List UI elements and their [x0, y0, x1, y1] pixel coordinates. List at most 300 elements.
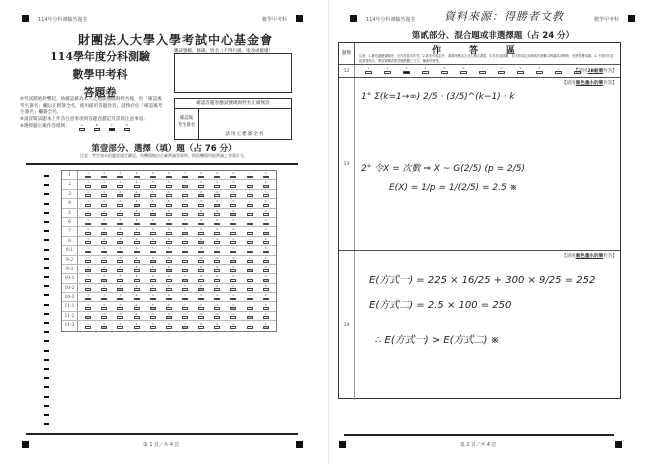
answer-bubble[interactable]: 5 [150, 181, 156, 187]
answer-bubble[interactable]: 4 [134, 323, 140, 329]
answer-bubble[interactable]: ± [263, 304, 269, 310]
answer-bubble[interactable]: 9 [214, 313, 220, 319]
answer-bubble[interactable]: 9 [214, 257, 220, 263]
answer-bubble[interactable]: 0 [230, 266, 236, 272]
answer-bubble[interactable]: 3 [117, 181, 123, 187]
answer-bubble[interactable]: 5 [150, 323, 156, 329]
sheet-title: 答題卷 [83, 86, 117, 99]
answer-bubble[interactable]: 9 [214, 200, 220, 206]
registration-mark [339, 441, 346, 448]
timing-mark [44, 184, 49, 186]
answer-bubble[interactable]: 0 [230, 285, 236, 291]
answer-bubble[interactable]: 2 [101, 219, 107, 225]
answer-bubble[interactable]: ± [263, 257, 269, 263]
option-bubbles [78, 274, 276, 282]
answer-bubble[interactable]: ± [263, 294, 269, 300]
answer-bubble[interactable]: 3 [117, 228, 123, 234]
answer-bubble[interactable]: 9 [214, 294, 220, 300]
answer-bubble[interactable]: 9 [214, 304, 220, 310]
answer-bubble[interactable]: 6 [166, 294, 172, 300]
example-bubble-filled: C [109, 124, 115, 131]
answer-bubble[interactable]: 8 [498, 67, 505, 74]
answer-bubble[interactable]: 9 [214, 172, 220, 178]
answer-bubble[interactable]: 2 [101, 181, 107, 187]
answer-bubble[interactable]: 7 [182, 247, 188, 253]
answer-bubble[interactable]: 9 [214, 181, 220, 187]
answer-bubble[interactable]: 7 [182, 285, 188, 291]
answer-bubble[interactable]: 1 [85, 247, 91, 253]
answer-row [62, 180, 276, 189]
answer-bubble[interactable]: 2 [101, 191, 107, 197]
answer-bubble[interactable]: 7 [479, 67, 486, 74]
answer-bubble[interactable]: 3 [117, 275, 123, 281]
answer-bubble[interactable]: 1 [85, 238, 91, 244]
signature-field[interactable]: 請用正楷簽全名 [225, 132, 265, 137]
answer-bubble[interactable]: 1 [85, 219, 91, 225]
answer-row [62, 246, 276, 255]
answer-area-table [338, 42, 621, 399]
answer-area-title: 作答區 [431, 46, 543, 56]
answer-bubble[interactable]: 5 [150, 219, 156, 225]
answer-bubble[interactable]: 4 [134, 266, 140, 272]
answer-bubble[interactable]: 1 [85, 313, 91, 319]
example-bubble: B [94, 124, 100, 131]
answer-bubble[interactable]: 7 [182, 172, 188, 178]
question-number: 1 [62, 171, 78, 179]
answer-bubble[interactable]: 2 [101, 323, 107, 329]
answer-bubble[interactable]: 3 [117, 257, 123, 263]
answer-row [62, 171, 276, 180]
answer-bubble[interactable]: ± [263, 238, 269, 244]
answer-bubble[interactable]: 0 [230, 304, 236, 310]
signature-label: 確認後 考生簽名 [175, 109, 199, 139]
option-bubbles [78, 180, 276, 188]
question-column-header: 題號 [339, 43, 355, 65]
timing-mark [44, 276, 49, 278]
answer-bubble[interactable]: − [247, 313, 253, 319]
answer-bubble[interactable]: ± [263, 210, 269, 216]
question-number: 7 [62, 227, 78, 235]
answer-bubble[interactable]: 6 [166, 238, 172, 244]
answer-row [62, 190, 276, 199]
option-bubbles [78, 284, 276, 292]
question-row-12 [339, 65, 620, 78]
answer-bubble[interactable]: 9 [214, 219, 220, 225]
answer-bubble[interactable]: 1 [85, 304, 91, 310]
answer-bubble[interactable]: 8 [198, 266, 204, 272]
answer-bubble[interactable]: 7 [182, 294, 188, 300]
answer-bubble[interactable]: 3 [117, 200, 123, 206]
answer-bubble[interactable]: 0 [230, 210, 236, 216]
answer-bubble[interactable]: 9 [214, 238, 220, 244]
answer-bubble[interactable]: 5 [150, 228, 156, 234]
page-header-left: 114年分科測驗答題卷 [38, 17, 88, 23]
answer-bubble[interactable]: ± [263, 323, 269, 329]
answer-bubble[interactable]: 7 [182, 238, 188, 244]
answer-bubble[interactable]: 6 [166, 266, 172, 272]
answer-bubble[interactable]: 2 [101, 238, 107, 244]
answer-bubble[interactable]: 4 [134, 181, 140, 187]
answer-bubble[interactable]: 8 [198, 275, 204, 281]
answer-bubble[interactable]: 0 [230, 172, 236, 178]
answer-bubble[interactable]: ± [574, 67, 581, 74]
answer-bubble[interactable]: 5 [150, 285, 156, 291]
handwritten-answer-line: ∴ E(方式一) > E(方式二) ※ [375, 335, 500, 346]
answer-bubble[interactable]: 5 [150, 191, 156, 197]
answer-bubble[interactable]: 9 [517, 67, 524, 74]
answer-bubble[interactable]: 8 [198, 200, 204, 206]
answer-bubble[interactable]: 9 [214, 247, 220, 253]
answer-bubble[interactable]: 9 [214, 228, 220, 234]
answer-bubble[interactable]: 1 [85, 200, 91, 206]
page-header-left: 114年分科測驗答題卷 [366, 17, 416, 23]
answer-bubble[interactable]: 4 [134, 285, 140, 291]
answer-bubble[interactable]: ± [263, 247, 269, 253]
answer-bubble[interactable]: ± [263, 181, 269, 187]
answer-bubble[interactable]: 7 [182, 304, 188, 310]
answer-bubble[interactable]: 5 [150, 294, 156, 300]
answer-bubble[interactable]: 2 [101, 294, 107, 300]
answer-bubble[interactable]: 2 [101, 210, 107, 216]
answer-row [62, 209, 276, 218]
answer-bubble[interactable]: 5 [150, 238, 156, 244]
answer-bubble[interactable]: ± [263, 219, 269, 225]
question-row-14 [339, 251, 620, 400]
answer-row [62, 256, 276, 265]
answer-bubble[interactable]: − [247, 219, 253, 225]
answer-bubble[interactable]: 8 [198, 181, 204, 187]
answer-bubble[interactable]: 0 [230, 313, 236, 319]
timing-mark [44, 212, 49, 214]
answer-bubble[interactable]: 6 [460, 67, 467, 74]
instruction-item: ※選擇題正確作答樣例： [20, 124, 70, 129]
answer-bubble[interactable]: 4 [134, 247, 140, 253]
answer-bubble[interactable]: 8 [198, 247, 204, 253]
answer-bubble[interactable]: 3 [117, 247, 123, 253]
example-bubble: D [124, 124, 130, 131]
answer-bubble[interactable]: 3 [117, 323, 123, 329]
answer-bubble[interactable]: 4 [134, 172, 140, 178]
answer-bubble[interactable]: 3 [117, 294, 123, 300]
answer-bubble[interactable]: 6 [166, 200, 172, 206]
answer-bubble[interactable]: 9 [214, 275, 220, 281]
answer-bubble[interactable]: 5 [441, 67, 448, 74]
answer-bubble[interactable]: 1 [365, 67, 372, 74]
answer-bubble[interactable]: 5 [150, 257, 156, 263]
instructions [20, 97, 165, 131]
answer-bubble[interactable]: ± [263, 191, 269, 197]
answer-bubble[interactable]: 7 [182, 266, 188, 272]
answer-bubble[interactable]: − [247, 304, 253, 310]
answer-bubble[interactable]: 2 [384, 67, 391, 74]
registration-mark [350, 15, 357, 22]
answer-bubble[interactable]: 1 [85, 191, 91, 197]
answer-bubble[interactable]: 6 [166, 210, 172, 216]
timing-marks [44, 175, 49, 432]
answer-bubble[interactable]: 2 [101, 172, 107, 178]
answer-bubble[interactable]: 6 [166, 228, 172, 234]
answer-bubble[interactable]: 1 [85, 172, 91, 178]
answer-bubble[interactable]: 9 [214, 323, 220, 329]
answer-bubble[interactable]: 5 [150, 172, 156, 178]
answer-bubble[interactable]: ± [263, 200, 269, 206]
answer-bubble[interactable]: ± [263, 266, 269, 272]
answer-bubble[interactable]: 1 [85, 181, 91, 187]
answer-bubble[interactable]: 8 [198, 294, 204, 300]
answer-bubble[interactable]: 6 [166, 285, 172, 291]
answer-bubble[interactable]: 9 [214, 210, 220, 216]
answer-bubble[interactable]: − [247, 172, 253, 178]
option-bubbles [78, 312, 276, 320]
answer-bubble[interactable]: 2 [101, 247, 107, 253]
answer-row [62, 218, 276, 227]
answer-bubble[interactable]: ± [263, 285, 269, 291]
answer-bubble[interactable]: 6 [166, 304, 172, 310]
answer-bubble[interactable]: 0 [230, 191, 236, 197]
answer-bubble[interactable]: 0 [230, 294, 236, 300]
answer-row [62, 302, 276, 311]
question-number: 6 [62, 218, 78, 226]
answer-bubble[interactable]: 4 [134, 219, 140, 225]
answer-bubble[interactable]: 4 [134, 191, 140, 197]
timing-mark [44, 414, 49, 416]
answer-bubble[interactable]: − [247, 266, 253, 272]
answer-bubble[interactable]: 2 [101, 285, 107, 291]
handwritten-answer-line: 1° Σ(k=1→∞) 2/5 · (3/5)^(k−1) · k [361, 92, 515, 102]
answer-bubble[interactable]: 8 [198, 313, 204, 319]
answer-bubble[interactable]: − [247, 210, 253, 216]
answer-area-note: 注意：1.應依據題號順序，於作答區內作答。2.除非有規定外，書寫時應由左至右橫式書寫。3.作答須清晰，若未依規定而導致答案難以辨識或評閱時，恐將影響成績。4.不得於作答區書寫姓名、應試號碼或與答題無關之文字、圖案符號等。 [359, 54, 614, 63]
answer-bubble[interactable]: 3 [117, 304, 123, 310]
answer-bubble[interactable]: 0 [230, 219, 236, 225]
answer-bubble[interactable]: − [247, 257, 253, 263]
answer-bubble[interactable]: 8 [198, 219, 204, 225]
answer-bubble[interactable]: 4 [134, 257, 140, 263]
answer-bubble[interactable]: 7 [182, 323, 188, 329]
answer-bubble[interactable]: − [247, 181, 253, 187]
answer-bubble[interactable]: 6 [166, 219, 172, 225]
timing-mark [44, 203, 49, 205]
answer-bubble[interactable]: 2 [101, 257, 107, 263]
answer-bubble[interactable]: ± [263, 313, 269, 319]
answer-bubble[interactable]: 4 [134, 313, 140, 319]
answer-row [62, 321, 276, 330]
answer-table-header [339, 43, 620, 65]
answer-bubble[interactable]: 7 [182, 257, 188, 263]
question-number: 3 [62, 190, 78, 198]
option-bubbles [78, 227, 276, 235]
option-bubbles [78, 246, 276, 254]
answer-bubble[interactable]: 5 [150, 266, 156, 272]
option-bubbles [78, 199, 276, 207]
answer-bubble[interactable]: − [247, 200, 253, 206]
answer-bubble[interactable]: 6 [166, 313, 172, 319]
answer-bubble[interactable]: 1 [85, 266, 91, 272]
timing-mark [44, 359, 49, 361]
answer-bubble[interactable]: 7 [182, 219, 188, 225]
timing-mark [44, 193, 49, 195]
answer-bubble[interactable]: 1 [85, 285, 91, 291]
answer-bubble[interactable]: 7 [182, 210, 188, 216]
answer-bubble[interactable]: − [247, 228, 253, 234]
answer-bubble[interactable]: 6 [166, 323, 172, 329]
answer-bubble[interactable]: 3 [117, 266, 123, 272]
answer-bubble[interactable]: 6 [166, 257, 172, 263]
registration-mark [615, 441, 622, 448]
answer-bubble[interactable]: 1 [85, 323, 91, 329]
answer-bubble[interactable]: 6 [166, 191, 172, 197]
answer-bubble[interactable]: 1 [85, 210, 91, 216]
timing-mark [44, 175, 49, 177]
answer-bubble[interactable]: 2 [101, 304, 107, 310]
answer-bubble[interactable]: 6 [166, 181, 172, 187]
answer-bubble[interactable]: 4 [134, 294, 140, 300]
answer-bubble[interactable]: 6 [166, 247, 172, 253]
answer-bubble[interactable]: 5 [150, 200, 156, 206]
answer-bubble[interactable]: 0 [230, 200, 236, 206]
question-number: 4 [62, 199, 78, 207]
question-number: 10-2 [62, 284, 78, 292]
timing-mark [44, 249, 49, 251]
timing-mark [44, 304, 49, 306]
answer-bubble[interactable]: 9 [214, 191, 220, 197]
answer-bubble[interactable]: 7 [182, 200, 188, 206]
answer-bubble[interactable]: ± [263, 275, 269, 281]
answer-bubble[interactable]: 8 [198, 172, 204, 178]
answer-bubble[interactable]: 0 [230, 238, 236, 244]
registration-mark [628, 15, 635, 22]
answer-bubble[interactable]: − [247, 275, 253, 281]
answer-row [62, 293, 276, 302]
answer-bubble[interactable]: − [247, 238, 253, 244]
timing-mark [44, 258, 49, 260]
option-bubbles [78, 237, 276, 245]
handwritten-answer-line: 2° 令X = 次數 ⇒ X ~ G(2/5) (p = 2/5) [361, 164, 526, 174]
question-number: 12 [339, 65, 355, 77]
answer-bubble[interactable]: 5 [150, 210, 156, 216]
pen-instruction: 【請用黑色墨水的筆作答】 [561, 81, 617, 86]
answer-bubble[interactable]: 3 [117, 285, 123, 291]
answer-bubble[interactable]: 1 [85, 275, 91, 281]
option-bubbles [78, 293, 276, 301]
answer-bubble[interactable]: − [247, 285, 253, 291]
answer-bubble[interactable]: 2 [101, 313, 107, 319]
answer-bubble[interactable]: 3 [117, 238, 123, 244]
question-number: 9-3 [62, 265, 78, 273]
answer-bubble[interactable]: 7 [182, 228, 188, 234]
answer-bubble[interactable]: 3 [117, 210, 123, 216]
answer-bubble[interactable]: 0 [230, 323, 236, 329]
answer-bubble[interactable]: − [247, 247, 253, 253]
answer-bubble[interactable]: 1 [85, 228, 91, 234]
answer-bubble[interactable]: 0 [230, 228, 236, 234]
option-bubbles [78, 218, 276, 226]
answer-bubble[interactable]: 3 [117, 219, 123, 225]
answer-bubble[interactable]: 2 [101, 275, 107, 281]
answer-bubble[interactable]: 8 [198, 304, 204, 310]
answer-bubble[interactable]: 0 [230, 275, 236, 281]
answer-bubble[interactable]: 0 [230, 181, 236, 187]
answer-bubble[interactable]: 5 [150, 275, 156, 281]
answer-bubble[interactable]: 9 [214, 266, 220, 272]
answer-bubble[interactable]: 3 [117, 172, 123, 178]
answer-bubble[interactable]: 4 [422, 67, 429, 74]
answer-row [62, 312, 276, 321]
handwritten-answer-line: E(X) = 1/p = 1/(2/5) = 2.5 ※ [389, 183, 518, 193]
answer-bubble[interactable]: − [555, 67, 562, 74]
answer-bubble[interactable]: 8 [198, 285, 204, 291]
answer-bubble[interactable]: 1 [85, 257, 91, 263]
timing-mark [44, 396, 49, 398]
answer-row [62, 265, 276, 274]
answer-bubble[interactable]: 9 [214, 285, 220, 291]
question-number: 2 [62, 180, 78, 188]
option-bubbles [78, 321, 276, 330]
question-number: 13 [339, 78, 355, 250]
handwritten-answer-line: E(方式一) = 225 × 16/25 + 300 × 9/25 = 252 [369, 275, 596, 286]
answer-bubble[interactable]: 7 [182, 191, 188, 197]
answer-bubble[interactable]: 8 [198, 257, 204, 263]
answer-bubble[interactable]: 5 [150, 313, 156, 319]
answer-bubble[interactable]: 3 [403, 67, 410, 74]
timing-mark [44, 322, 49, 324]
answer-bubble[interactable]: 2 [101, 228, 107, 234]
answer-bubble[interactable]: 6 [166, 172, 172, 178]
question-row-13 [339, 78, 620, 251]
answer-bubble[interactable]: 4 [134, 210, 140, 216]
answer-bubble[interactable]: 0 [536, 67, 543, 74]
answer-row [62, 274, 276, 283]
registration-mark [22, 15, 29, 22]
page-header-right: 數學甲考科 [594, 17, 620, 23]
answer-bubble[interactable]: − [247, 323, 253, 329]
answer-bubble[interactable]: 0 [230, 257, 236, 263]
answer-sheet-page-2 [328, 0, 656, 464]
option-bubbles [78, 209, 276, 217]
source-watermark: 資料來源：得勝者文教 [444, 10, 564, 23]
answer-bubble[interactable]: 8 [198, 228, 204, 234]
answer-bubble[interactable]: 4 [134, 228, 140, 234]
answer-bubble[interactable]: 8 [198, 323, 204, 329]
answer-bubble[interactable]: 2 [101, 200, 107, 206]
answer-bubble[interactable]: 8 [198, 210, 204, 216]
answer-bubble[interactable]: 4 [134, 238, 140, 244]
question-number: 14 [339, 251, 355, 400]
answer-bubble[interactable]: 0 [230, 247, 236, 253]
answer-bubble[interactable]: 4 [134, 304, 140, 310]
answer-bubble[interactable]: 4 [134, 200, 140, 206]
answer-bubble[interactable]: ± [263, 172, 269, 178]
answer-bubble[interactable]: 6 [166, 275, 172, 281]
answer-bubble[interactable]: 4 [134, 275, 140, 281]
answer-bubble[interactable]: 8 [198, 191, 204, 197]
answer-bubble[interactable]: 5 [150, 304, 156, 310]
answer-bubble[interactable]: 2 [101, 266, 107, 272]
answer-bubble[interactable]: 3 [117, 313, 123, 319]
answer-bubble[interactable]: 3 [117, 191, 123, 197]
answer-bubble[interactable]: 5 [150, 247, 156, 253]
section-2-title: 第貳部分、混合題或非選擇題（占 24 分） [411, 31, 575, 41]
answer-bubble[interactable]: 1 [85, 294, 91, 300]
answer-bubble[interactable]: 7 [182, 313, 188, 319]
answer-bubble[interactable]: − [247, 294, 253, 300]
answer-bubble[interactable]: 8 [198, 238, 204, 244]
answer-bubble[interactable]: 7 [182, 275, 188, 281]
answer-bubble[interactable]: − [247, 191, 253, 197]
answer-bubble[interactable]: 7 [182, 181, 188, 187]
answer-bubble[interactable]: ± [263, 228, 269, 234]
timing-mark [44, 230, 49, 232]
